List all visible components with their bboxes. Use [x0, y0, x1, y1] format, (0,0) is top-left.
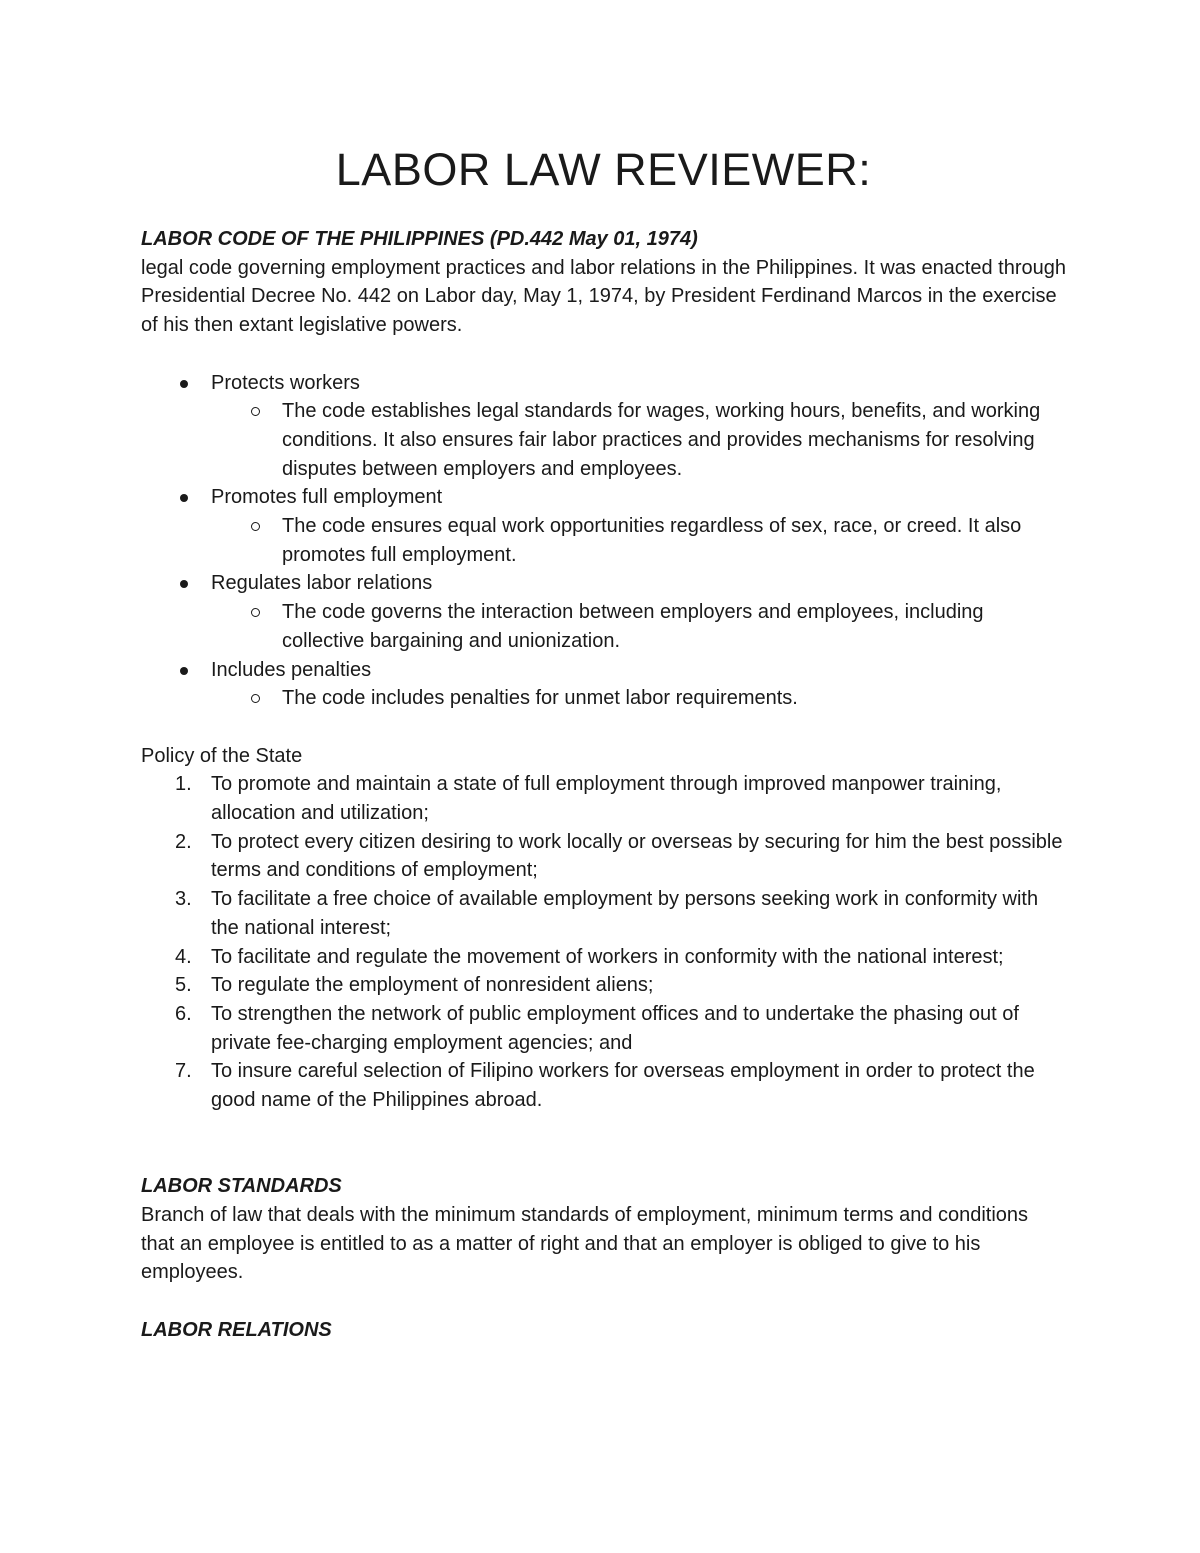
policy-item-number: 4. — [175, 945, 192, 968]
policy-item-text: To protect every citizen desiring to work locally or overseas by securing for him the best possible terms and conditions of employment; — [211, 830, 1063, 882]
document-title: LABOR LAW REVIEWER: — [335, 144, 872, 195]
spacer — [141, 1143, 1066, 1172]
sub-bullet-item — [211, 512, 1066, 569]
policy-heading: Policy of the State — [141, 744, 303, 767]
bullet-item — [141, 483, 1066, 569]
spacer — [141, 713, 1066, 742]
hollow-bullet-icon — [251, 407, 260, 416]
document-page — [141, 140, 1066, 1344]
policy-item-number: 6. — [175, 1002, 192, 1025]
policy-list — [141, 770, 1066, 1114]
labor-standards-paragraph: Branch of law that deals with the minimum standards of employment, minimum terms and conditions that an employee is entitled to as a matter of right and that an employer is obliged to give to his employees. — [141, 1203, 1029, 1284]
policy-item-text: To facilitate and regulate the movement of workers in conformity with the national interest; — [211, 945, 1004, 968]
spacer — [141, 1115, 1066, 1144]
policy-item — [141, 828, 1066, 885]
sub-bullet-list — [211, 397, 1066, 483]
policy-item-text: To facilitate a free choice of available employment by persons seeking work in conformity with the national interest; — [211, 888, 1039, 939]
sub-bullet-item — [211, 598, 1066, 655]
spacer — [141, 1287, 1066, 1316]
bullet-item — [141, 656, 1066, 713]
policy-item-number: 3. — [175, 888, 192, 911]
labor-code-bullet-list — [141, 369, 1066, 713]
policy-item-number: 5. — [175, 974, 192, 997]
policy-item — [141, 885, 1066, 942]
hollow-bullet-icon — [251, 608, 260, 617]
bullet-label: Includes penalties — [211, 658, 372, 681]
sub-bullet-text: The code establishes legal standards for wages, working hours, benefits, and working conditions. It also ensures fair labor practices and provides mechanisms for resolving disputes between employers and employees. — [282, 400, 1041, 480]
hollow-bullet-icon — [251, 522, 260, 531]
filled-bullet-icon — [180, 494, 188, 502]
bullet-label: Promotes full employment — [211, 486, 443, 509]
labor-code-paragraph: legal code governing employment practices and labor relations in the Philippines. It was enacted through Presidential Decree No. 442 on Labor day, May 1, 1974, by President Ferdinand Marcos in the exercise of his then extant legislative powers. — [141, 256, 1066, 337]
sub-bullet-list — [211, 684, 1066, 713]
filled-bullet-icon — [180, 580, 188, 588]
policy-item-text: To promote and maintain a state of full employment through improved manpower training, allocation and utilization; — [211, 773, 1002, 825]
sub-bullet-text: The code includes penalties for unmet labor requirements. — [282, 687, 798, 710]
policy-item-text: To strengthen the network of public employment offices and to undertake the phasing out of private fee-charging employment agencies; and — [211, 1002, 1019, 1054]
policy-item — [141, 770, 1066, 827]
sub-bullet-list — [211, 512, 1066, 569]
bullet-label: Regulates labor relations — [211, 572, 433, 595]
labor-standards-heading: LABOR STANDARDS — [141, 1175, 342, 1198]
sub-bullet-text: The code governs the interaction between employers and employees, including collective bargaining and unionization. — [282, 601, 984, 652]
policy-item — [141, 1000, 1066, 1057]
policy-item-number: 2. — [175, 830, 192, 853]
bullet-item — [141, 369, 1066, 484]
policy-item — [141, 1057, 1066, 1114]
labor-code-heading: LABOR CODE OF THE PHILIPPINES (PD.442 May 01, 1974) — [141, 228, 698, 250]
sub-bullet-text: The code ensures equal work opportunities regardless of sex, race, or creed. It also promotes full employment. — [282, 515, 1022, 566]
labor-relations-heading: LABOR RELATIONS — [141, 1318, 332, 1341]
bullet-item — [141, 569, 1066, 655]
spacer — [141, 340, 1066, 369]
filled-bullet-icon — [180, 380, 188, 388]
sub-bullet-item — [211, 684, 1066, 713]
bullet-label: Protects workers — [211, 371, 360, 394]
policy-item — [141, 971, 1066, 1000]
sub-bullet-item — [211, 397, 1066, 483]
filled-bullet-icon — [180, 667, 188, 675]
policy-item — [141, 943, 1066, 972]
sub-bullet-list — [211, 598, 1066, 655]
policy-item-number: 1. — [175, 773, 192, 796]
policy-item-text: To regulate the employment of nonresident aliens; — [211, 974, 654, 997]
hollow-bullet-icon — [251, 694, 260, 703]
policy-item-text: To insure careful selection of Filipino workers for overseas employment in order to protect the good name of the Philippines abroad. — [211, 1060, 1035, 1112]
policy-item-number: 7. — [175, 1060, 192, 1083]
